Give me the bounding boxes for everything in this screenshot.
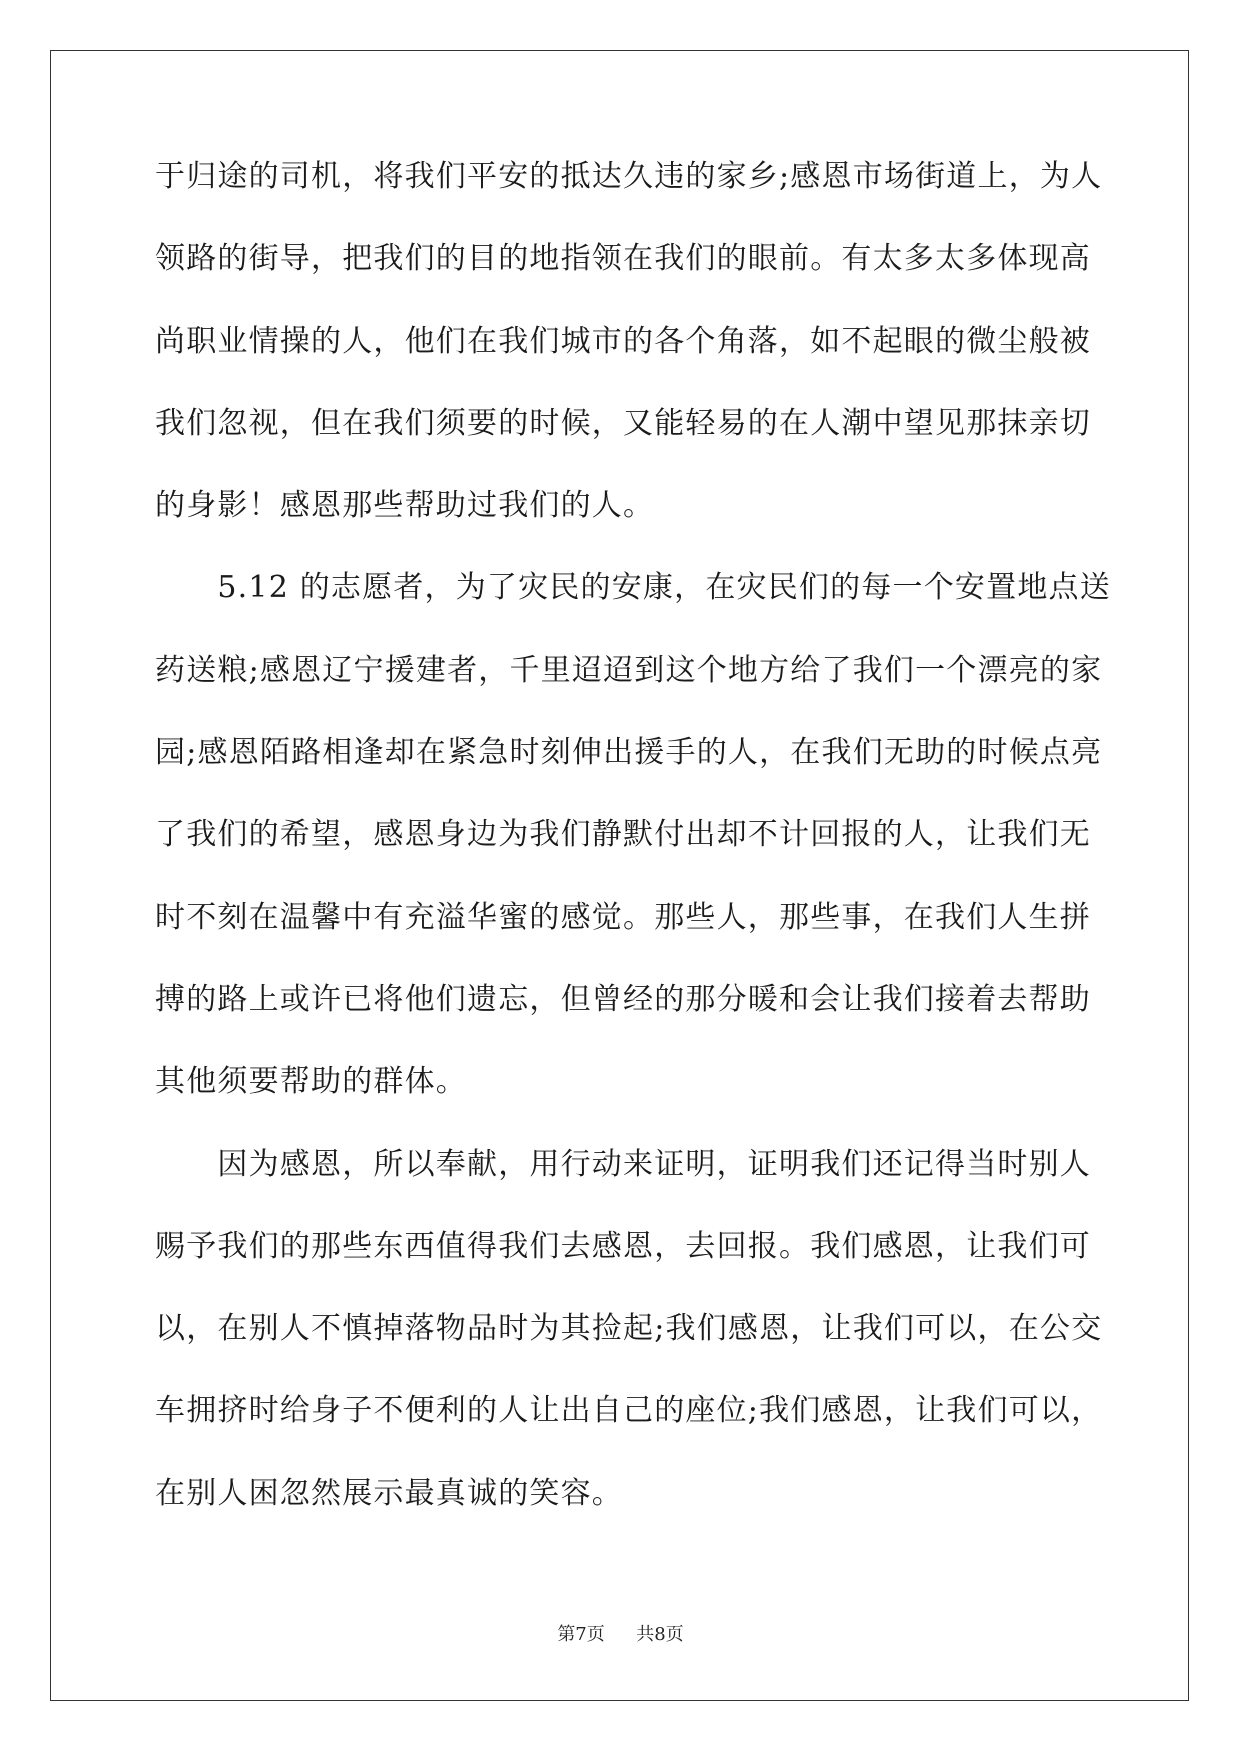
text-line: 时不刻在温馨中有充溢华蜜的感觉。那些人，那些事，在我们人生拼 bbox=[155, 899, 1091, 935]
text-line: 了我们的希望，感恩身边为我们静默付出却不计回报的人，让我们无 bbox=[155, 817, 1091, 853]
page-footer bbox=[0, 1620, 1241, 1646]
text-line: 药送粮;感恩辽宁援建者，千里迢迢到这个地方给了我们一个漂亮的家 bbox=[155, 652, 1103, 688]
text-line: 领路的街导，把我们的目的地指领在我们的眼前。有太多太多体现高 bbox=[155, 241, 1091, 277]
text-line: 我们忽视，但在我们须要的时候，又能轻易的在人潮中望见那抹亲切 bbox=[155, 405, 1091, 441]
text-line: 车拥挤时给身子不便利的人让出自己的座位;我们感恩，让我们可以， bbox=[155, 1393, 1103, 1429]
text-line: 于归途的司机，将我们平安的抵达久违的家乡;感恩市场街道上，为人 bbox=[155, 159, 1103, 194]
text-line: 因为感恩，所以奉献，用行动来证明，证明我们还记得当时别人 bbox=[155, 1146, 1091, 1182]
text-line: 搏的路上或许已将他们遗忘，但曾经的那分暖和会让我们接着去帮助 bbox=[155, 981, 1091, 1017]
page-number-current: 第7页 bbox=[557, 1624, 605, 1645]
text-line: 尚职业情操的人，他们在我们城市的各个角落，如不起眼的微尘般被 bbox=[155, 323, 1091, 359]
text-line: 赐予我们的那些东西值得我们去感恩，去回报。我们感恩，让我们可 bbox=[155, 1228, 1091, 1264]
text-line: 5.12 的志愿者，为了灾民的安康，在灾民们的每一个安置地点送 bbox=[155, 570, 1111, 606]
document-body bbox=[155, 159, 1111, 1559]
page-number-total: 共8页 bbox=[636, 1624, 684, 1645]
text-line: 在别人困忽然展示最真诚的笑容。 bbox=[155, 1475, 623, 1511]
text-line: 其他须要帮助的群体。 bbox=[155, 1064, 467, 1100]
text-line: 园;感恩陌路相逢却在紧急时刻伸出援手的人，在我们无助的时候点亮 bbox=[155, 735, 1103, 771]
text-line: 的身影！感恩那些帮助过我们的人。 bbox=[155, 488, 655, 524]
text-line: 以，在别人不慎掉落物品时为其捡起;我们感恩，让我们可以，在公交 bbox=[155, 1311, 1103, 1347]
